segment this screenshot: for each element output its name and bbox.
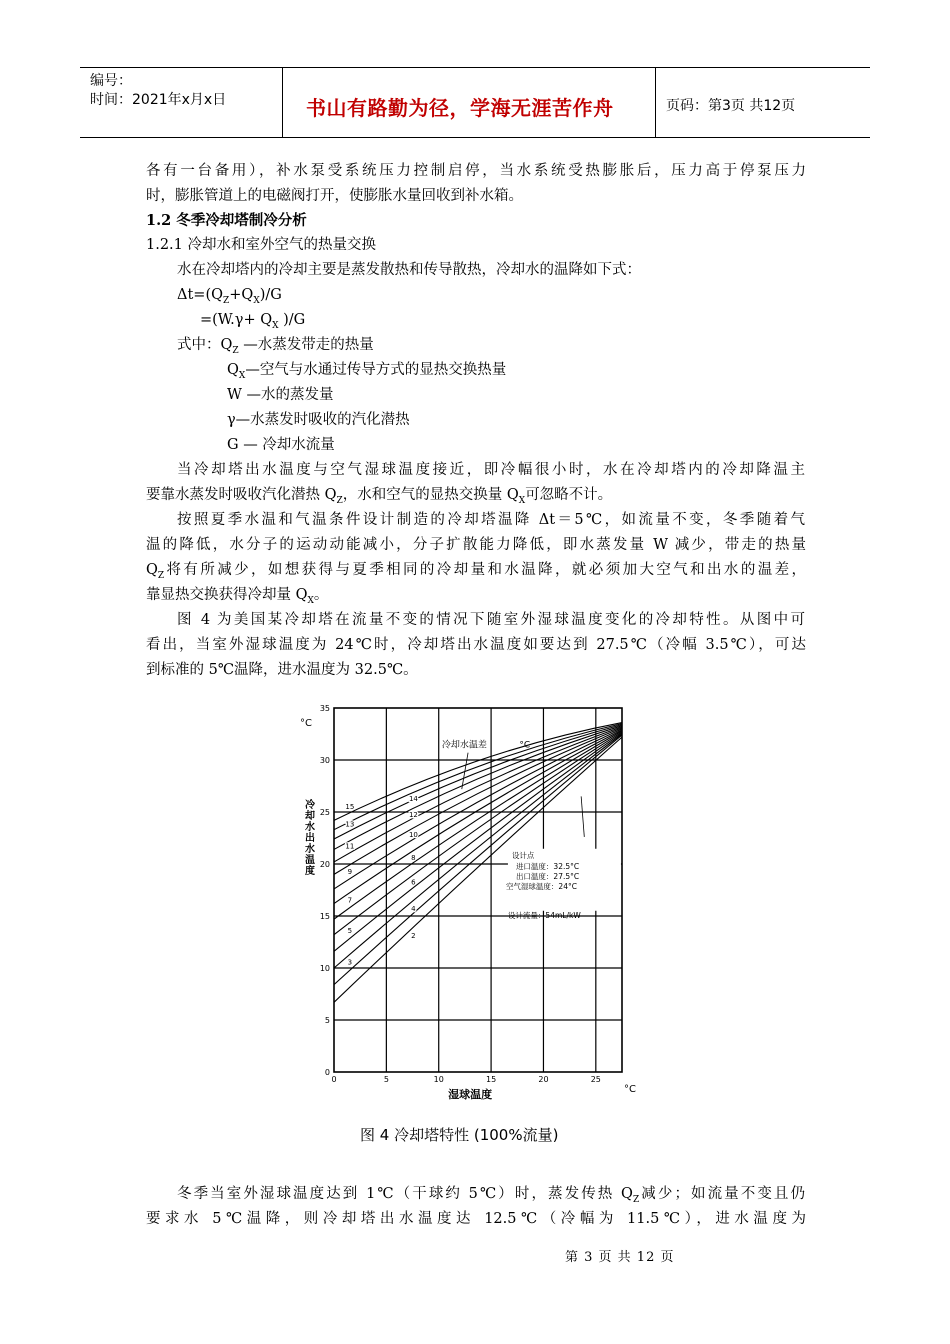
body-line: 图 4 为美国某冷却塔在流量不变的情况下随室外湿球温度变化的冷却特性。从图中可 bbox=[177, 612, 805, 628]
body-line: 温的降低，水分子的运动动能减小，分子扩散能力降低，即水蒸发量 W 减少，带走的热量 bbox=[146, 537, 806, 553]
header-page-number: 页码：第3页 共12页 bbox=[666, 98, 796, 114]
subsection-heading: 1.2.1 冷却水和室外空气的热量交换 bbox=[146, 237, 377, 253]
series-label: 13 bbox=[345, 820, 355, 829]
x-tick-label: 10 bbox=[433, 1075, 444, 1084]
series-label: 2 bbox=[411, 931, 416, 940]
y-axis-title-char: 温 bbox=[305, 855, 315, 866]
y-tick-label: 10 bbox=[319, 964, 330, 973]
formula: $=(W.\gamma+ Q_X$ )/G bbox=[200, 312, 306, 331]
definition-line: 式中：$Q_Z$ —水蒸发带走的热量 bbox=[177, 337, 374, 356]
series-label: 14 bbox=[408, 795, 418, 804]
section-heading: 1.2 冬季冷却塔制冷分析 bbox=[146, 212, 307, 229]
y-axis-unit: °C bbox=[300, 718, 312, 729]
y-axis-title-char: 水 bbox=[305, 844, 315, 855]
y-tick-label: 25 bbox=[319, 808, 330, 817]
y-tick-label: 35 bbox=[319, 704, 330, 713]
y-tick-label: 30 bbox=[319, 756, 330, 765]
series-label: 3 bbox=[347, 958, 353, 967]
series-label: 7 bbox=[347, 896, 353, 905]
definition-line: γ—水蒸发时吸收的汽化潜热 bbox=[227, 412, 410, 428]
series-label: 6 bbox=[411, 878, 416, 887]
x-tick-label: 20 bbox=[538, 1075, 549, 1084]
y-tick-label: 15 bbox=[319, 912, 330, 921]
design-point-inlet: 进口温度：32.5°C bbox=[515, 861, 580, 871]
body-line: 冬季当室外湿球温度达到 1℃（干球约 5℃）时，蒸发传热 $Q_Z$减少；如流量不变且仍 bbox=[177, 1186, 806, 1205]
x-tick-label: 0 bbox=[331, 1075, 337, 1084]
x-tick-label: 15 bbox=[485, 1075, 497, 1084]
definition-line: $Q_X—$空气与水通过传导方式的显热交换热量 bbox=[227, 362, 507, 381]
range-annotation: 冷却水温差 bbox=[441, 740, 487, 751]
body-line: 靠显热交换获得冷却量 $Q_X$。 bbox=[146, 587, 329, 606]
range-annotation-unit: °C bbox=[519, 740, 531, 751]
design-point-pointer bbox=[581, 796, 584, 837]
definition-line: W —水的蒸发量 bbox=[227, 387, 334, 403]
series-label: 11 bbox=[345, 842, 355, 851]
chart-labels bbox=[300, 718, 636, 1101]
y-tick-label: 0 bbox=[324, 1068, 330, 1077]
header-motto: 书山有路勤为径，学海无涯苦作舟 bbox=[306, 96, 614, 120]
header-divider bbox=[282, 68, 283, 137]
body-line: 时，膨胀管道上的电磁阀打开，使膨胀水量回收到补水箱。 bbox=[146, 188, 523, 204]
body-line: 到标准的 5℃温降，进水温度为 32.5℃。 bbox=[146, 662, 418, 678]
y-axis-title-char: 却 bbox=[305, 811, 315, 822]
series-label: 12 bbox=[408, 811, 418, 820]
document-header bbox=[80, 67, 870, 138]
body-line: 按照夏季水温和气温条件设计制造的冷却塔温降 Δt＝5℃，如流量不变，冬季随着气 bbox=[177, 512, 805, 528]
series-label: 15 bbox=[345, 802, 355, 811]
x-axis-unit: °C bbox=[624, 1084, 636, 1095]
y-axis-title-char: 冷 bbox=[305, 800, 315, 811]
y-tick-label: 20 bbox=[319, 860, 330, 869]
body-line: $Q_Z$将有所减少，如想获得与夏季相同的冷却量和水温降，就必须加大空气和出水的温差， bbox=[146, 562, 806, 581]
y-axis-title-char: 出 bbox=[305, 833, 315, 844]
footer-page-number: 第 3 页 共 12 页 bbox=[565, 1250, 675, 1265]
design-point-outlet: 出口温度：27.5°C bbox=[515, 871, 580, 881]
series-label: 10 bbox=[408, 831, 418, 840]
x-axis-title: 湿球温度 bbox=[448, 1088, 493, 1101]
series-label: 9 bbox=[347, 868, 353, 877]
x-tick-label: 5 bbox=[383, 1075, 389, 1084]
y-axis-title-char: 水 bbox=[305, 822, 315, 833]
design-point-title: 设计点 bbox=[511, 850, 535, 860]
body-line: 看出，当室外湿球温度为 24℃时，冷却塔出水温度如要达到 27.5℃（冷幅 3.5℃），可达 bbox=[146, 637, 806, 653]
series-label: 5 bbox=[347, 927, 353, 936]
body-line: 各有一台备用），补水泵受系统压力控制启停，当水系统受热膨胀后，压力高于停泵压力 bbox=[146, 163, 806, 179]
body-line: 要靠水蒸发时吸收汽化潜热 $Q_Z$，水和空气的显热交换量 $Q_X$可忽略不计。 bbox=[146, 487, 613, 506]
series-label: 4 bbox=[411, 904, 416, 913]
y-axis-title-char: 度 bbox=[305, 866, 315, 877]
definition-line: G — 冷却水流量 bbox=[227, 437, 335, 453]
body-line: 水在冷却塔内的冷却主要是蒸发散热和传导散热，冷却水的温降如下式： bbox=[177, 262, 641, 278]
header-divider bbox=[655, 68, 656, 137]
document-date: 时间：2021年x月x日 bbox=[90, 92, 227, 108]
design-point-flow: 设计流量：54mL/kW bbox=[507, 910, 581, 920]
body-line: 当冷却塔出水温度与空气湿球温度接近，即冷幅很小时，水在冷却塔内的冷却降温主 bbox=[177, 462, 805, 478]
figure-caption: 图 4 冷却塔特性 (100%流量) bbox=[360, 1126, 559, 1144]
document-code: 编号： bbox=[90, 73, 132, 89]
design-point-wetbulb: 空气湿球温度：24°C bbox=[505, 881, 577, 891]
formula: $\Delta t=(Q_Z+Q_X)/G$ bbox=[177, 287, 282, 306]
y-tick-label: 5 bbox=[324, 1016, 330, 1025]
x-tick-label: 25 bbox=[590, 1075, 601, 1084]
cooling-tower-chart bbox=[296, 700, 636, 1110]
body-line: 要求水 5℃温降，则冷却塔出水温度达 12.5℃（冷幅为 11.5℃），进水温度为 bbox=[146, 1211, 806, 1227]
series-label: 8 bbox=[411, 854, 416, 863]
